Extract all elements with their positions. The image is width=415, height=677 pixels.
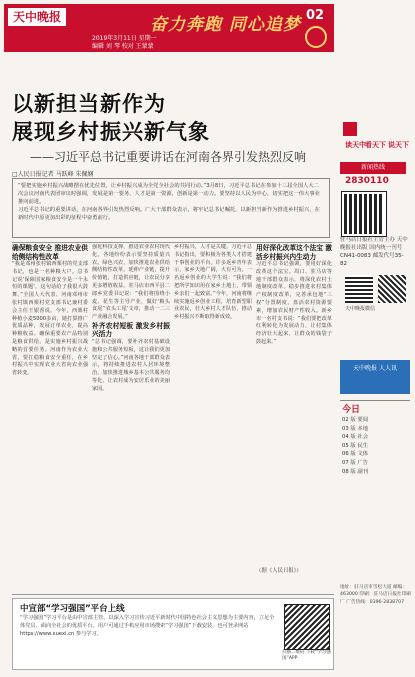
wechat-label: 天中晚报微信 [345,306,376,312]
article-column-4 [256,244,332,582]
sidebar-tag-1: 读天中 [345,141,366,149]
divider [12,242,332,243]
headline-line-1: 以新担当新作为 [12,92,166,116]
sidebar-logo-icon [343,122,357,136]
column-4-text: 习近平总书记强调，要用好深化改革这个法宝。周口、驻马店等地干部群众表示，将深化农村土地制度改革，稳步推进农村集体产权制度改革，完善承包地“三权”分置制度，盘活农村资源要素，增加农民财产性收入。新乡市一名村支书说：“我们要把改革红利转化为发展动力，让村集体经济壮大起来，让群众的钱袋子鼓起来。” [256,261,332,345]
lead-paragraph-2: 习近平总书记的重要讲话，在河南各界引发热烈反响。广大干部群众表示，将牢记总书记嘱托，以新担当新作为推进乡村振兴，在新时代中原更加出彩的征程中奋勇前行。 [18,207,320,222]
bottom-ad-title: 中宣部“学习强国”平台上线 [20,604,125,614]
headline-line-2: 展现乡村振兴新气象 [12,120,210,144]
list-item: 07 版 广告 [342,459,368,466]
hotline-label: 新闻热线 [340,162,406,174]
weibo-qr-icon [378,275,406,303]
wechat-qr-icon [345,275,373,303]
column-2b-text: “总书记强调，要补齐农村基础设施和公共服务短板，这让我们更加坚定了信心。”河南各地干部群众表示，将持续推进农村人居环境整治，加快推进城乡基本公共服务均等化，让农村成为安居乐业的美丽家园。 [92,338,170,392]
column-1-text: “我是邓州张村镇西栗村的党支部书记，也是一名种粮大户。总书记说‘保障国家粮食安全是一个永恒的课题’，这句话给了我很大鼓舞。”全国人大代表、河南邓州市张村镇西栗村党支部书记兼村委会主任王银香说。今年，西栗村种植小麦5000多亩，她打算推广优质品种，发展订单农业，提高种粮收益。确保重要农产品特别是粮食供给，是实施乡村振兴战略的首要任务。河南作为农业大省，要扛稳粮食安全重任，在乡村振兴中实现农业大省向农业强省转变。 [12,261,88,377]
issue-date: 2019年3月11日 星期一 [92,35,157,42]
publisher-info: 驻马店日报社主管主办 天中晚报社出版 国内统一刊号 CN41-0083 邮发代号35-82 [340,237,408,267]
section-subhead-3: 用好深化改革这个法宝 激活乡村振兴内生动力 [256,244,332,261]
list-item: 04 版 社会 [342,434,368,441]
article-column-1 [12,244,88,582]
list-item: 08 版 副刊 [342,468,368,475]
article-column-3 [174,244,252,582]
sidebar-tag-3: 说天下 [388,141,409,149]
today-index [342,416,410,476]
divider [12,594,334,595]
bottom-ad-body: “学习强国”学习平台是由中宣部主管，以深入学习宣传习近平新时代中国特色社会主义思想为主要内容，立足全体党员、面向全社会的优质平台。用户可通过手机应用市场搜索“学习强国”下载安装，也可登录网站 https://www.xuexi.cn 参与学习。 [20,615,275,637]
article-source: （据《人民日报》） [256,568,302,574]
newspaper-logo: 天中晚报 [8,8,66,26]
lead-paragraph: “要把实施乡村振兴战略摆在优先位置，让乡村振兴成为全党全社会的共同行动。”3月8日，习近平总书记在参加十三届全国人大二次会议河南代表团审议时强调，发展是第一要务，人才是第一资源，创新是第一动力。要坚持以人民为中心，切实把这一伟大事业推向前进。 [18,183,320,206]
section-subhead-2: 补齐农村短板 激发乡村振兴活力 [92,321,170,339]
hotline-number: 2830110 [345,176,389,186]
article-column-2 [92,244,170,582]
section-subhead-1: 确保粮食安全 推进农业供给侧结构性改革 [12,244,88,261]
list-item: 05 版 民生 [342,442,368,449]
app-qr-icon [284,604,330,650]
list-item: 06 版 文体 [342,451,368,458]
lead-paragraph-box [12,178,330,238]
emblem-icon [305,26,327,48]
app-qr-label: 扫描二维码 下载“学习强国”APP [282,650,331,661]
list-item: 03 版 本地 [342,425,368,432]
banner-slogan: 奋力奔跑 同心追梦 [150,15,301,35]
sidebar-tag-2: 看天下 [365,141,386,149]
column-2-text: 强化科技支撑，推进农业农村现代化。各地纷纷表示要坚持质量兴农、绿色兴农，加快推进农业供给侧结构性改革，延伸产业链，提升价值链，打造供应链，让农民分享更多增值收益。驻马店市西平县二郎乡党委书记说：“我们将围绕小麦、花生等主导产业，做好‘粮头食尾’‘农头工尾’文章，推动一二三产业融合发展。” [92,244,170,321]
subheadline: ——习近平总书记重要讲话在河南各界引发热烈反响 [30,150,307,164]
byline: □人民日报记者 马跃峰 朱佩娴 [12,171,94,178]
column-3-text: 乡村振兴，人才是关键。习近平总书记指出，要积极为各类人才搭建干事创业的平台。许多返乡青年表示，家乡天地广阔，大有可为。一名返乡创业的大学生说：“我们将把所学知识用在家乡土地上，带领乡亲们一起致富。”今年，河南将继续实施返乡创业工程，培育新型职业农民，壮大乡村人才队伍，推动乡村振兴不断取得新成效。 [174,244,252,321]
page-number: 02 [306,8,325,23]
today-title: 今日 [342,405,361,415]
list-item: 02 版 要闻 [342,417,368,423]
editors-line: 编辑 刘 琴 校对 王蒙蒙 [92,43,154,50]
qr-code-icon [342,192,386,236]
imprint: 地址：驻马店市雪松大道 邮编：463000 印刷：驻马店日报社印刷厂 广告热线：0396-2838707 [340,585,411,605]
sidebar-ad: 天中晚报 人人讯 [340,360,410,394]
